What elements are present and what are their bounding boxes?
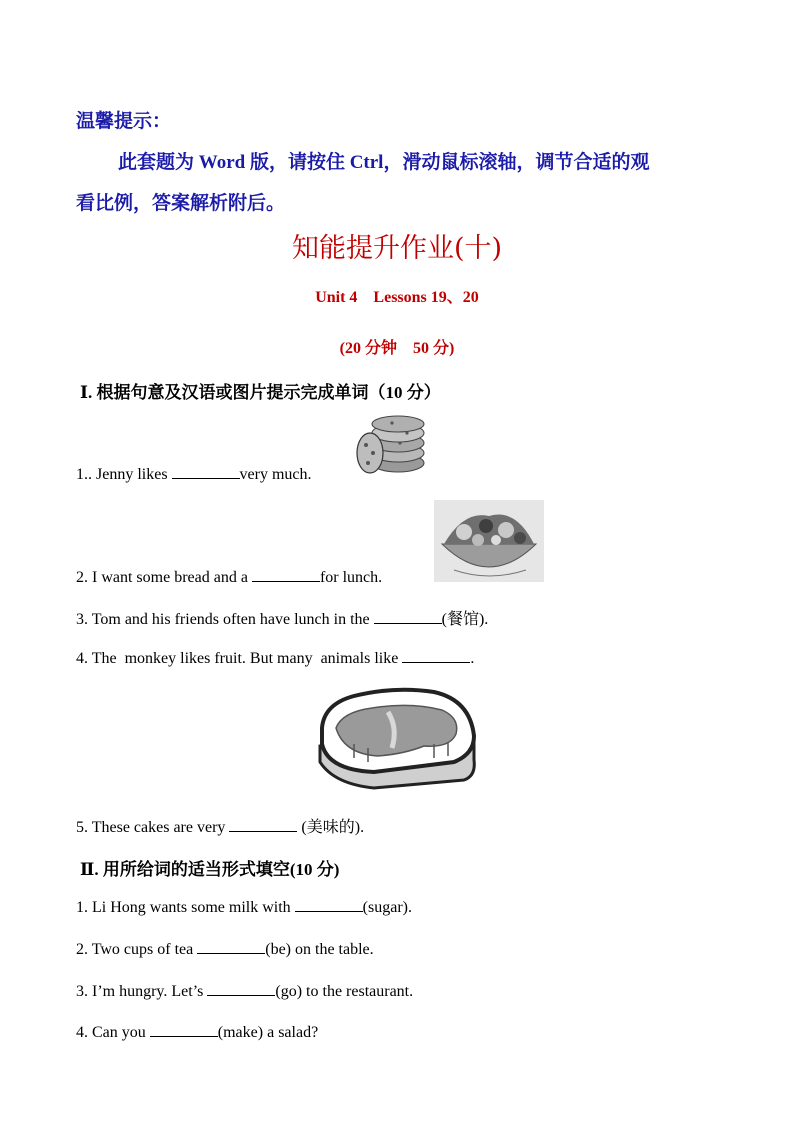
answer-blank[interactable] <box>402 648 470 663</box>
answer-blank[interactable] <box>207 981 275 996</box>
tip-line-2: 看比例，答案解析附后。 <box>76 193 286 214</box>
question-1-4: 4. The monkey likes fruit. But many animals like . <box>76 650 475 667</box>
question-1-3: 3. Tom and his friends often have lunch in the (餐馆). <box>76 611 489 628</box>
question-1-5: 5. These cakes are very (美味的). <box>76 819 365 836</box>
answer-blank[interactable] <box>229 817 297 832</box>
section-2-heading: Ⅱ. 用所给词的适当形式填空(10 分) <box>80 860 340 879</box>
tip-title: 温馨提示： <box>76 111 172 132</box>
unit-subtitle: Unit 4 Lessons 19、20 <box>315 289 479 306</box>
question-2-1: 1. Li Hong wants some milk with (sugar). <box>76 899 412 916</box>
question-2-3: 3. I’m hungry. Let’s (go) to the restaurant. <box>76 983 414 1000</box>
question-2-4: 4. Can you (make) a salad? <box>76 1024 319 1041</box>
salad-icon <box>434 500 544 582</box>
cookies-icon <box>352 413 426 477</box>
section-1-heading: Ⅰ. 根据句意及汉语或图片提示完成单词（10 分） <box>80 383 441 402</box>
answer-blank[interactable] <box>252 567 320 582</box>
page-title: 知能提升作业(十) <box>291 233 503 264</box>
question-2-2: 2. Two cups of tea (be) on the table. <box>76 941 374 958</box>
meat-icon <box>314 684 480 792</box>
answer-blank[interactable] <box>150 1022 218 1037</box>
tip-line-1: 此套题为 Word 版，请按住 Ctrl，滑动鼠标滚轴，调节合适的观 <box>118 152 650 173</box>
answer-blank[interactable] <box>374 609 442 624</box>
time-score: (20 分钟 50 分) <box>339 340 455 357</box>
question-1-2: 2. I want some bread and a for lunch. <box>76 569 383 586</box>
question-1-1: 1.. Jenny likes very much. <box>76 466 312 483</box>
answer-blank[interactable] <box>295 897 363 912</box>
answer-blank[interactable] <box>172 464 240 479</box>
answer-blank[interactable] <box>197 939 265 954</box>
